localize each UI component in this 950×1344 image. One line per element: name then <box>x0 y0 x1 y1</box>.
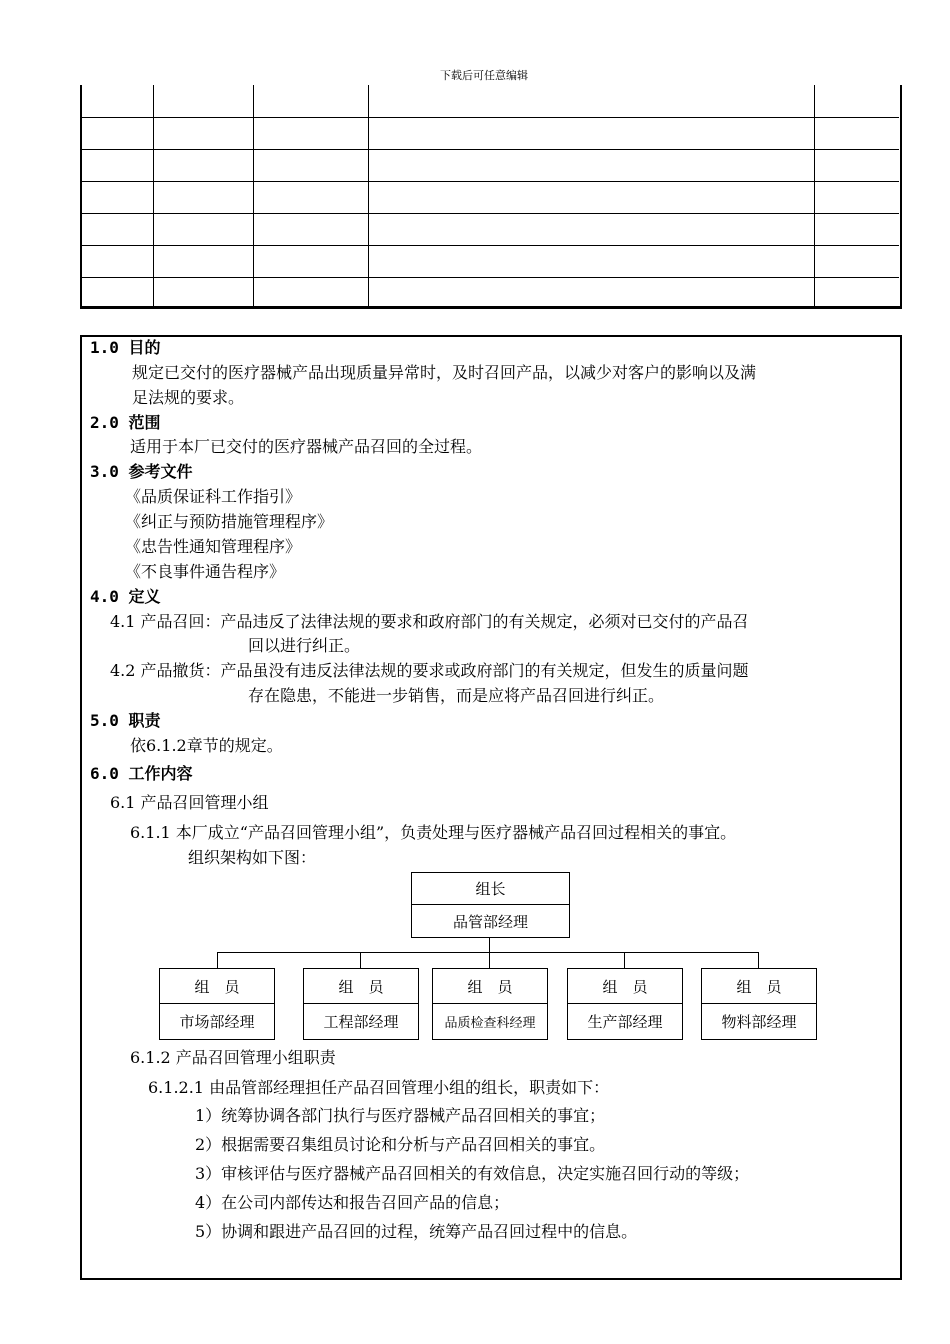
section-2-body: 适用于本厂已交付的医疗器械产品召回的全过程。 <box>130 437 483 456</box>
connector-line <box>217 952 759 953</box>
org-leader-box <box>411 872 570 938</box>
duty-item: 1）统筹协调各部门执行与医疗器械产品召回相关的事宜； <box>195 1106 606 1125</box>
revision-table <box>80 85 902 309</box>
org-role: 组长 <box>412 873 569 905</box>
section-6-1-1: 6.1.1 本厂成立“产品召回管理小组”，负责处理与医疗器械产品召回过程相关的事宜。 <box>130 823 737 842</box>
table-column-line <box>153 85 154 307</box>
table-row-line <box>81 149 899 150</box>
org-member-box <box>567 968 683 1040</box>
org-member-box <box>701 968 817 1040</box>
org-name: 市场部经理 <box>179 1013 255 1031</box>
table-column-line <box>368 85 369 307</box>
definition-recall-cont: 回以进行纠正。 <box>248 636 361 655</box>
org-role: 组 员 <box>160 969 274 1004</box>
duty-item: 5）协调和跟进产品召回的过程，统筹产品召回过程中的信息。 <box>195 1222 638 1241</box>
definition-recall: 4.1 产品召回：产品违反了法律法规的要求和政府部门的有关规定，必须对已交付的产品召 <box>110 612 749 631</box>
section-4-title: 4.0 定义 <box>90 587 161 606</box>
reference-doc: 《纠正与预防措施管理程序》 <box>125 512 334 531</box>
org-role: 组 员 <box>568 969 682 1004</box>
connector-line <box>758 952 759 968</box>
duty-item: 4）在公司内部传达和报告召回产品的信息； <box>195 1193 510 1212</box>
table-row-line <box>81 245 899 246</box>
org-name: 品管部经理 <box>452 912 528 931</box>
reference-doc: 《品质保证科工作指引》 <box>125 487 302 506</box>
connector-line <box>360 952 361 968</box>
org-member-box <box>159 968 275 1040</box>
org-name: 生产部经理 <box>587 1013 663 1031</box>
section-6-1-2-1: 6.1.2.1 由品管部经理担任产品召回管理小组的组长，职责如下： <box>148 1078 610 1097</box>
org-name: 工程部经理 <box>323 1013 399 1031</box>
org-role: 组 员 <box>702 969 816 1004</box>
org-member-box <box>303 968 419 1040</box>
section-5-body: 依6.1.2章节的规定。 <box>130 736 283 755</box>
section-1-body: 规定已交付的医疗器械产品出现质量异常时，及时召回产品，以减少对客户的影响以及满 <box>132 363 757 382</box>
connector-line <box>624 952 625 968</box>
section-1-title: 1.0 目的 <box>90 338 161 357</box>
definition-withdrawal: 4.2 产品撤货：产品虽没有违反法律法规的要求或政府部门的有关规定，但发生的质量问题 <box>110 661 749 680</box>
section-6-1: 6.1 产品召回管理小组 <box>110 793 269 812</box>
section-6-title: 6.0 工作内容 <box>90 764 193 783</box>
table-row-line <box>81 181 899 182</box>
org-role: 组 员 <box>433 969 547 1004</box>
org-role: 组 员 <box>304 969 418 1004</box>
reference-doc: 《不良事件通告程序》 <box>125 562 286 581</box>
section-1-body: 足法规的要求。 <box>132 388 245 407</box>
section-5-title: 5.0 职责 <box>90 711 161 730</box>
section-3-title: 3.0 参考文件 <box>90 462 193 481</box>
duty-item: 2）根据需要召集组员讨论和分析与产品召回相关的事宜。 <box>195 1135 606 1154</box>
watermark: 下载后可任意编辑 <box>440 69 528 82</box>
org-member-box <box>432 968 548 1040</box>
org-name: 物料部经理 <box>721 1013 797 1031</box>
connector-line <box>217 952 218 968</box>
connector-line <box>489 952 490 968</box>
reference-doc: 《忠告性通知管理程序》 <box>125 537 302 556</box>
table-row-line <box>81 213 899 214</box>
duty-item: 3）审核评估与医疗器械产品召回相关的有效信息，决定实施召回行动的等级； <box>195 1164 750 1183</box>
section-2-title: 2.0 范围 <box>90 413 161 432</box>
section-6-1-2: 6.1.2 产品召回管理小组职责 <box>130 1048 336 1067</box>
definition-withdrawal-cont: 存在隐患，不能进一步销售，而是应将产品召回进行纠正。 <box>248 686 665 705</box>
section-6-1-1-cont: 组织架构如下图： <box>188 848 317 867</box>
table-column-line <box>814 85 815 307</box>
org-name: 品质检查科经理 <box>444 1016 536 1031</box>
connector-line <box>489 936 490 952</box>
table-row-line <box>81 277 899 278</box>
table-column-line <box>253 85 254 307</box>
table-row-line <box>81 117 899 118</box>
